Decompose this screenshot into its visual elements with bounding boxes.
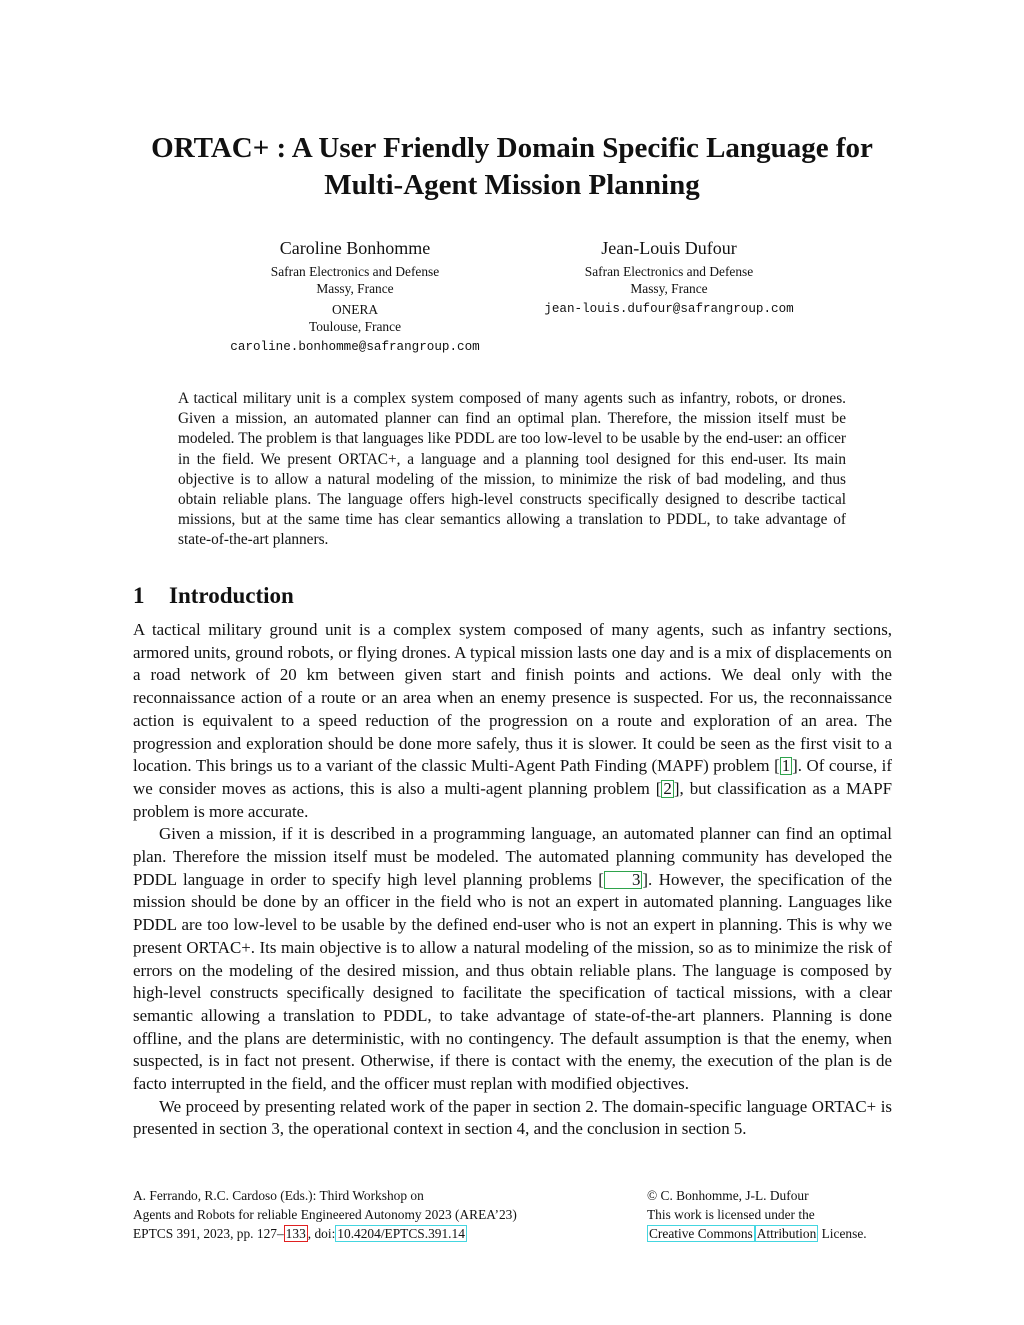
- author-name: Jean-Louis Dufour: [601, 238, 737, 258]
- author-location: Massy, France: [316, 281, 394, 296]
- page-link[interactable]: 133: [285, 1226, 306, 1241]
- author-block-2: [519, 237, 819, 318]
- author-email: caroline.bonhomme@safrangroup.com: [230, 340, 480, 354]
- citation-link-1[interactable]: 1: [781, 756, 791, 776]
- footer-line: Agents and Robots for reliable Engineered Autonomy 2023 (AREA’23): [133, 1207, 517, 1222]
- abstract: A tactical military unit is a complex system composed of many agents such as infantry, robots, or drones. Given a mission, an automated planner can find an optimal plan. Therefore, the mission itself must be modeled. The problem is that languages like PDDL are too low-level to be usable by the end-user: an officer in the field. We present ORTAC+, a language and a planning tool designed for this end-user. Its main objective is to allow a natural modeling of the mission, to minimize the risk of bad modeling, and thus obtain reliable plans. The language offers high-level constructs specifically designed to describe tactical missions, but at the same time has clear semantics allowing a translation to PDDL, to take advantage of state-of-the-art planners.: [178, 390, 846, 549]
- author-affiliation: ONERA: [331, 302, 379, 317]
- doi-link[interactable]: 10.4204/EPTCS.391.14: [337, 1226, 465, 1241]
- section-heading-introduction: [133, 582, 294, 610]
- section-number: 1: [133, 583, 145, 608]
- section-title: Introduction: [169, 583, 294, 608]
- footer-publication-info: [133, 1186, 593, 1243]
- author-block-1: [205, 237, 505, 356]
- paragraph: We proceed by presenting related work of the paper in section 2. The domain-specific language ORTAC+ is presented in section 3, the operational context in section 4, and the conclusion in section 5.: [133, 1096, 892, 1139]
- citation-link-3[interactable]: 3: [604, 871, 642, 889]
- title-line-1: ORTAC+ : A User Friendly Domain Specific Language for: [151, 132, 873, 164]
- author-location: Toulouse, France: [308, 319, 402, 334]
- author-email: jean-louis.dufour@safrangroup.com: [544, 302, 794, 316]
- footer-line: A. Ferrando, R.C. Cardoso (Eds.): Third Workshop on: [133, 1188, 424, 1203]
- author-affiliation: Safran Electronics and Defense: [270, 264, 440, 279]
- paragraph: Given a mission, if it is described in a programming language, an automated planner can find an optimal plan. Therefore the mission itself must be modeled. The automated planning community has developed the PDDL language in order to specify high level planning problems [ 3 ]. However, the specification of the mission should be done by an officer in the field who is not an expert in automated planning. Languages like PDDL are too low-level to be usable by the defined end-user who is not an expert in planning. This is why we present ORTAC+. Its main objective is to allow a natural modeling of the mission, so as to minimize the risk of errors on the modeling of the desired mission, and thus obtain reliable plans. The language is composed by high-level constructs specifically designed to facilitate the specification of tactical missions, with a clear semantic allowing a translation to PDDL, to take advantage of state-of-the-art planners. Planning is done offline, and the plans are deterministic, with no contingency. The default assumption is that the enemy, when suspected, is in fact not present. Otherwise, if there is contact with the enemy, the execution of the plan is de facto interrupted in the field, and the officer must replan with modified objectives.: [133, 824, 892, 1094]
- author-location: Massy, France: [630, 281, 708, 296]
- citation-link-2[interactable]: 2: [663, 778, 672, 798]
- title-line-2: Multi-Agent Mission Planning: [324, 169, 700, 201]
- copyright: © C. Bonhomme, J-L. Dufour: [647, 1188, 809, 1203]
- attribution-link[interactable]: Attribution: [756, 1226, 817, 1241]
- footer-line: EPTCS 391, 2023, pp. 127– 133 , doi: 10.4204/EPTCS.391.14: [133, 1226, 465, 1241]
- paragraph: A tactical military ground unit is a complex system composed of many agents, such as infantry sections, armored units, ground robots, or flying drones. A typical mission lasts one day and is a mix of displacements on a road network of 20 km between given start and finish points and actions. We deal only with the reconnaissance action of a route or an area when an enemy presence is suspected. For us, the reconnaissance action is equivalent to a speed reduction of the progression on a route and exploration of an area. The progression and exploration should be done more safely, thus it is slower. It could be seen as the first visit to a location. This brings us to a variant of the classic Multi-Agent Path Finding (MAPF) problem [ 1 ]. Of course, if we consider moves as actions, this is also a multi-agent planning problem [ 2 ], but classification as a MAPF problem is more accurate.: [133, 620, 892, 821]
- author-name: Caroline Bonhomme: [279, 238, 431, 258]
- introduction-body: [133, 619, 892, 1141]
- paper-title: [100, 130, 924, 204]
- license-line: Creative Commons Attribution License.: [649, 1226, 867, 1241]
- footer-license: [647, 1186, 947, 1243]
- creative-commons-link[interactable]: Creative Commons: [649, 1226, 753, 1241]
- author-affiliation: Safran Electronics and Defense: [584, 264, 754, 279]
- license-text: This work is licensed under the: [647, 1207, 815, 1222]
